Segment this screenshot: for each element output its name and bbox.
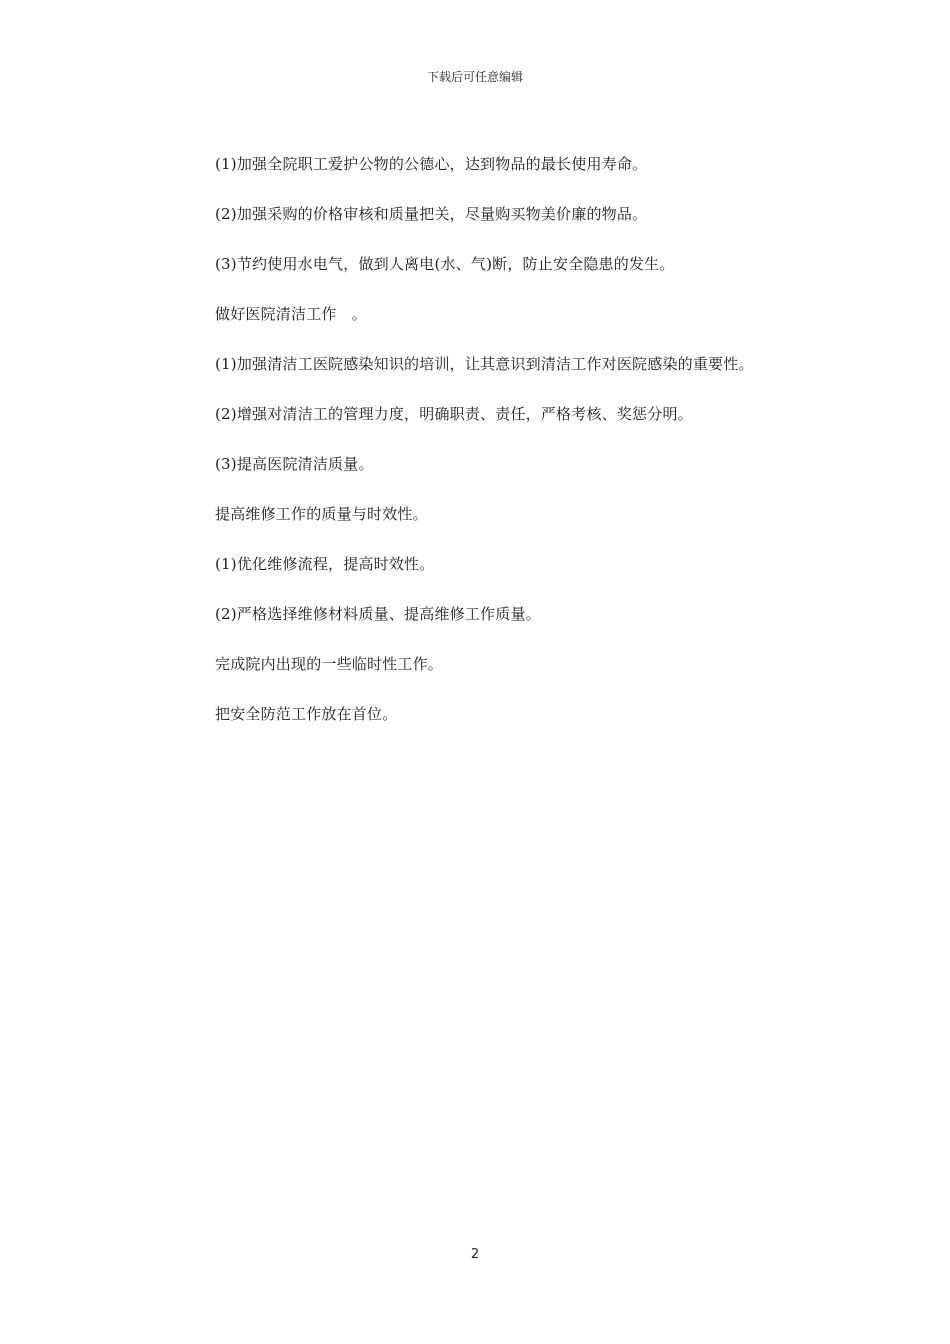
paragraph: (1)优化维修流程，提高时效性。 xyxy=(215,555,435,573)
section-heading: 完成院内出现的一些临时性工作。 xyxy=(215,655,444,673)
section-heading: 把安全防范工作放在首位。 xyxy=(215,705,398,723)
paragraph: (1)加强清洁工医院感染知识的培训，让其意识到清洁工作对医院感染的重要性。 xyxy=(215,355,754,373)
paragraph: (2)加强采购的价格审核和质量把关，尽量购买物美价廉的物品。 xyxy=(215,205,648,223)
paragraph: (3)提高医院清洁质量。 xyxy=(215,455,374,473)
page-header: 下载后可任意编辑 xyxy=(426,70,523,84)
document-body xyxy=(181,152,771,752)
section-heading: 提高维修工作的质量与时效性。 xyxy=(215,505,428,523)
paragraph: (2)严格选择维修材料质量、提高维修工作质量。 xyxy=(215,605,541,623)
paragraph: (3)节约使用水电气，做到人离电(水、气)断，防止安全隐患的发生。 xyxy=(215,255,675,273)
page-number: 2 xyxy=(470,1247,480,1262)
paragraph: (1)加强全院职工爱护公物的公德心，达到物品的最长使用寿命。 xyxy=(215,155,648,173)
paragraph: (2)增强对清洁工的管理力度，明确职责、责任，严格考核、奖惩分明。 xyxy=(215,405,693,423)
section-heading: 做好医院清洁工作 。 xyxy=(215,305,368,323)
